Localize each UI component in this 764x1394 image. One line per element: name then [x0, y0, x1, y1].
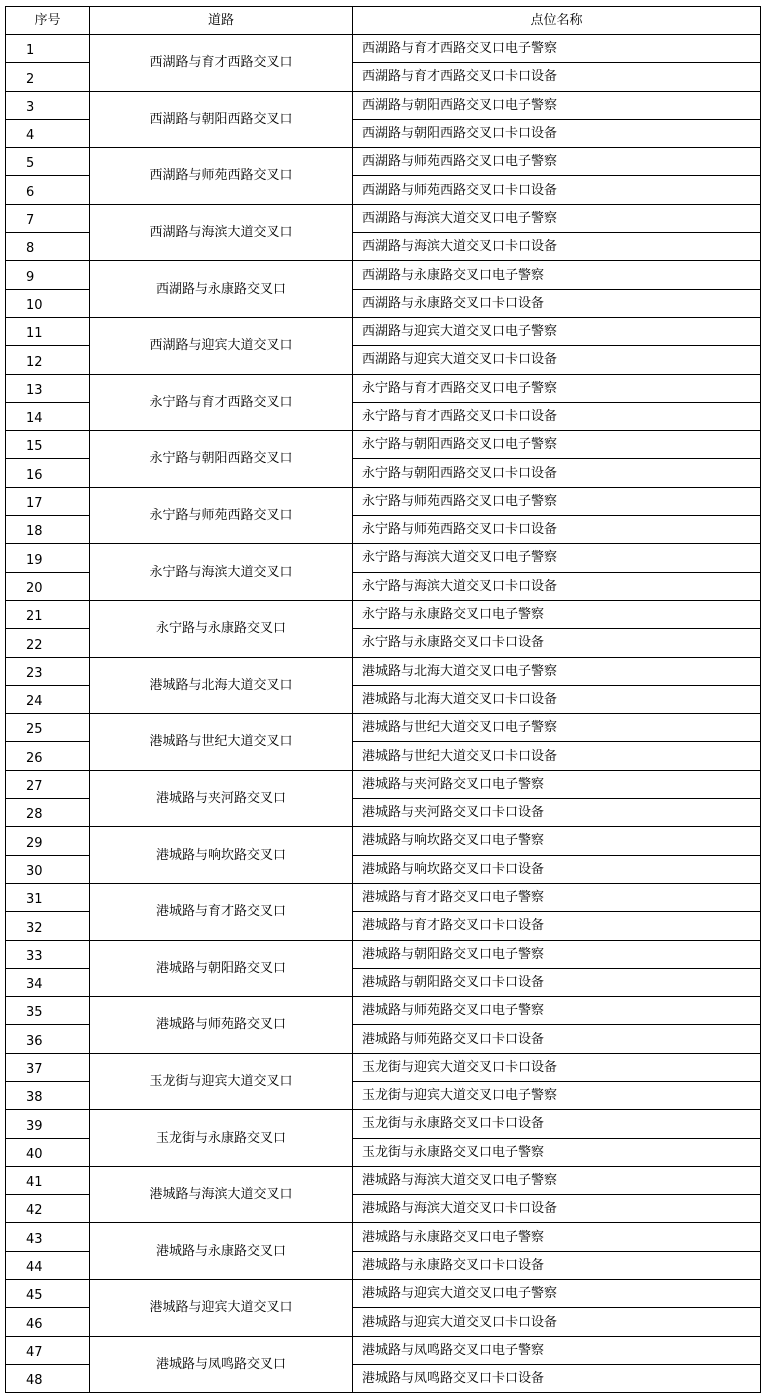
- table-row: [6, 35, 761, 63]
- table-row: [6, 431, 761, 459]
- row-index: 28: [6, 799, 90, 827]
- road-name: 永宁路与师苑西路交叉口: [90, 487, 353, 544]
- row-index: 17: [6, 487, 90, 515]
- table-row: [6, 827, 761, 855]
- point-name: 永宁路与永康路交叉口卡口设备: [353, 629, 761, 657]
- point-name: 永宁路与海滨大道交叉口卡口设备: [353, 572, 761, 600]
- point-name: 永宁路与海滨大道交叉口电子警察: [353, 544, 761, 572]
- table-row: [6, 714, 761, 742]
- device-location-table: [5, 6, 761, 1393]
- table-row: [6, 261, 761, 289]
- row-index: 16: [6, 459, 90, 487]
- row-index: 48: [6, 1364, 90, 1392]
- point-name: 港城路与北海大道交叉口电子警察: [353, 657, 761, 685]
- table-row: [6, 1110, 761, 1138]
- point-name: 西湖路与育才西路交叉口电子警察: [353, 35, 761, 63]
- point-name: 永宁路与朝阳西路交叉口电子警察: [353, 431, 761, 459]
- row-index: 14: [6, 402, 90, 430]
- table-row: [6, 940, 761, 968]
- point-name: 永宁路与永康路交叉口电子警察: [353, 600, 761, 628]
- road-name: 永宁路与育才西路交叉口: [90, 374, 353, 431]
- row-index: 36: [6, 1025, 90, 1053]
- header-road: 道路: [90, 7, 353, 35]
- table-row: [6, 544, 761, 572]
- row-index: 34: [6, 968, 90, 996]
- row-index: 6: [6, 176, 90, 204]
- row-index: 5: [6, 148, 90, 176]
- point-name: 西湖路与海滨大道交叉口电子警察: [353, 204, 761, 232]
- point-name: 港城路与凤鸣路交叉口电子警察: [353, 1336, 761, 1364]
- row-index: 18: [6, 516, 90, 544]
- row-index: 3: [6, 91, 90, 119]
- point-name: 玉龙街与永康路交叉口卡口设备: [353, 1110, 761, 1138]
- table-row: [6, 487, 761, 515]
- row-index: 40: [6, 1138, 90, 1166]
- point-name: 港城路与迎宾大道交叉口卡口设备: [353, 1308, 761, 1336]
- row-index: 24: [6, 685, 90, 713]
- table-row: [6, 600, 761, 628]
- row-index: 46: [6, 1308, 90, 1336]
- road-name: 港城路与夹河路交叉口: [90, 770, 353, 827]
- point-name: 港城路与朝阳路交叉口卡口设备: [353, 968, 761, 996]
- road-name: 玉龙街与永康路交叉口: [90, 1110, 353, 1167]
- point-name: 西湖路与朝阳西路交叉口电子警察: [353, 91, 761, 119]
- row-index: 2: [6, 63, 90, 91]
- road-name: 西湖路与朝阳西路交叉口: [90, 91, 353, 148]
- row-index: 7: [6, 204, 90, 232]
- row-index: 38: [6, 1081, 90, 1109]
- table-row: [6, 1336, 761, 1364]
- road-name: 港城路与朝阳路交叉口: [90, 940, 353, 997]
- point-name: 港城路与夹河路交叉口电子警察: [353, 770, 761, 798]
- point-name: 港城路与世纪大道交叉口卡口设备: [353, 742, 761, 770]
- road-name: 港城路与育才路交叉口: [90, 883, 353, 940]
- point-name: 永宁路与育才西路交叉口卡口设备: [353, 402, 761, 430]
- row-index: 22: [6, 629, 90, 657]
- table-body: [6, 35, 761, 1393]
- row-index: 19: [6, 544, 90, 572]
- table-row: [6, 1166, 761, 1194]
- road-name: 玉龙街与迎宾大道交叉口: [90, 1053, 353, 1110]
- point-name: 港城路与迎宾大道交叉口电子警察: [353, 1280, 761, 1308]
- point-name: 西湖路与师苑西路交叉口电子警察: [353, 148, 761, 176]
- table-row: [6, 1053, 761, 1081]
- table-row: [6, 374, 761, 402]
- point-name: 港城路与育才路交叉口电子警察: [353, 883, 761, 911]
- point-name: 港城路与育才路交叉口卡口设备: [353, 912, 761, 940]
- road-name: 西湖路与永康路交叉口: [90, 261, 353, 318]
- road-name: 港城路与北海大道交叉口: [90, 657, 353, 714]
- point-name: 永宁路与师苑西路交叉口卡口设备: [353, 516, 761, 544]
- road-name: 港城路与响坎路交叉口: [90, 827, 353, 884]
- row-index: 23: [6, 657, 90, 685]
- table-row: [6, 1280, 761, 1308]
- row-index: 44: [6, 1251, 90, 1279]
- point-name: 永宁路与师苑西路交叉口电子警察: [353, 487, 761, 515]
- row-index: 1: [6, 35, 90, 63]
- table-row: [6, 770, 761, 798]
- road-name: 港城路与师苑路交叉口: [90, 997, 353, 1054]
- row-index: 21: [6, 600, 90, 628]
- point-name: 西湖路与永康路交叉口卡口设备: [353, 289, 761, 317]
- point-name: 港城路与朝阳路交叉口电子警察: [353, 940, 761, 968]
- road-name: 永宁路与朝阳西路交叉口: [90, 431, 353, 488]
- road-name: 港城路与海滨大道交叉口: [90, 1166, 353, 1223]
- point-name: 西湖路与迎宾大道交叉口卡口设备: [353, 346, 761, 374]
- point-name: 港城路与永康路交叉口电子警察: [353, 1223, 761, 1251]
- table-row: [6, 204, 761, 232]
- road-name: 西湖路与海滨大道交叉口: [90, 204, 353, 261]
- point-name: 玉龙街与永康路交叉口电子警察: [353, 1138, 761, 1166]
- point-name: 港城路与凤鸣路交叉口卡口设备: [353, 1364, 761, 1392]
- row-index: 12: [6, 346, 90, 374]
- road-name: 港城路与凤鸣路交叉口: [90, 1336, 353, 1393]
- point-name: 港城路与师苑路交叉口卡口设备: [353, 1025, 761, 1053]
- table-row: [6, 317, 761, 345]
- header-index: 序号: [6, 7, 90, 35]
- row-index: 39: [6, 1110, 90, 1138]
- point-name: 西湖路与朝阳西路交叉口卡口设备: [353, 119, 761, 147]
- road-name: 西湖路与师苑西路交叉口: [90, 148, 353, 205]
- header-point-name: 点位名称: [353, 7, 761, 35]
- row-index: 4: [6, 119, 90, 147]
- table-row: [6, 883, 761, 911]
- point-name: 玉龙街与迎宾大道交叉口电子警察: [353, 1081, 761, 1109]
- road-name: 港城路与永康路交叉口: [90, 1223, 353, 1280]
- point-name: 玉龙街与迎宾大道交叉口卡口设备: [353, 1053, 761, 1081]
- row-index: 27: [6, 770, 90, 798]
- row-index: 32: [6, 912, 90, 940]
- point-name: 西湖路与海滨大道交叉口卡口设备: [353, 233, 761, 261]
- row-index: 42: [6, 1195, 90, 1223]
- row-index: 13: [6, 374, 90, 402]
- road-name: 永宁路与永康路交叉口: [90, 600, 353, 657]
- row-index: 26: [6, 742, 90, 770]
- point-name: 港城路与夹河路交叉口卡口设备: [353, 799, 761, 827]
- row-index: 29: [6, 827, 90, 855]
- point-name: 港城路与永康路交叉口卡口设备: [353, 1251, 761, 1279]
- point-name: 港城路与师苑路交叉口电子警察: [353, 997, 761, 1025]
- row-index: 10: [6, 289, 90, 317]
- table-row: [6, 1223, 761, 1251]
- row-index: 37: [6, 1053, 90, 1081]
- row-index: 35: [6, 997, 90, 1025]
- point-name: 港城路与响坎路交叉口卡口设备: [353, 855, 761, 883]
- row-index: 43: [6, 1223, 90, 1251]
- road-name: 西湖路与迎宾大道交叉口: [90, 317, 353, 374]
- row-index: 33: [6, 940, 90, 968]
- road-name: 永宁路与海滨大道交叉口: [90, 544, 353, 601]
- point-name: 西湖路与师苑西路交叉口卡口设备: [353, 176, 761, 204]
- road-name: 西湖路与育才西路交叉口: [90, 35, 353, 92]
- point-name: 港城路与海滨大道交叉口卡口设备: [353, 1195, 761, 1223]
- row-index: 20: [6, 572, 90, 600]
- point-name: 永宁路与育才西路交叉口电子警察: [353, 374, 761, 402]
- row-index: 45: [6, 1280, 90, 1308]
- header-row: [6, 7, 761, 35]
- row-index: 15: [6, 431, 90, 459]
- road-name: 港城路与迎宾大道交叉口: [90, 1280, 353, 1337]
- row-index: 41: [6, 1166, 90, 1194]
- point-name: 西湖路与永康路交叉口电子警察: [353, 261, 761, 289]
- row-index: 11: [6, 317, 90, 345]
- point-name: 港城路与响坎路交叉口电子警察: [353, 827, 761, 855]
- table-row: [6, 91, 761, 119]
- point-name: 港城路与北海大道交叉口卡口设备: [353, 685, 761, 713]
- row-index: 47: [6, 1336, 90, 1364]
- road-name: 港城路与世纪大道交叉口: [90, 714, 353, 771]
- table-row: [6, 997, 761, 1025]
- row-index: 8: [6, 233, 90, 261]
- table-row: [6, 148, 761, 176]
- row-index: 9: [6, 261, 90, 289]
- row-index: 25: [6, 714, 90, 742]
- point-name: 永宁路与朝阳西路交叉口卡口设备: [353, 459, 761, 487]
- point-name: 西湖路与育才西路交叉口卡口设备: [353, 63, 761, 91]
- table-row: [6, 657, 761, 685]
- row-index: 30: [6, 855, 90, 883]
- point-name: 港城路与世纪大道交叉口电子警察: [353, 714, 761, 742]
- point-name: 西湖路与迎宾大道交叉口电子警察: [353, 317, 761, 345]
- row-index: 31: [6, 883, 90, 911]
- point-name: 港城路与海滨大道交叉口电子警察: [353, 1166, 761, 1194]
